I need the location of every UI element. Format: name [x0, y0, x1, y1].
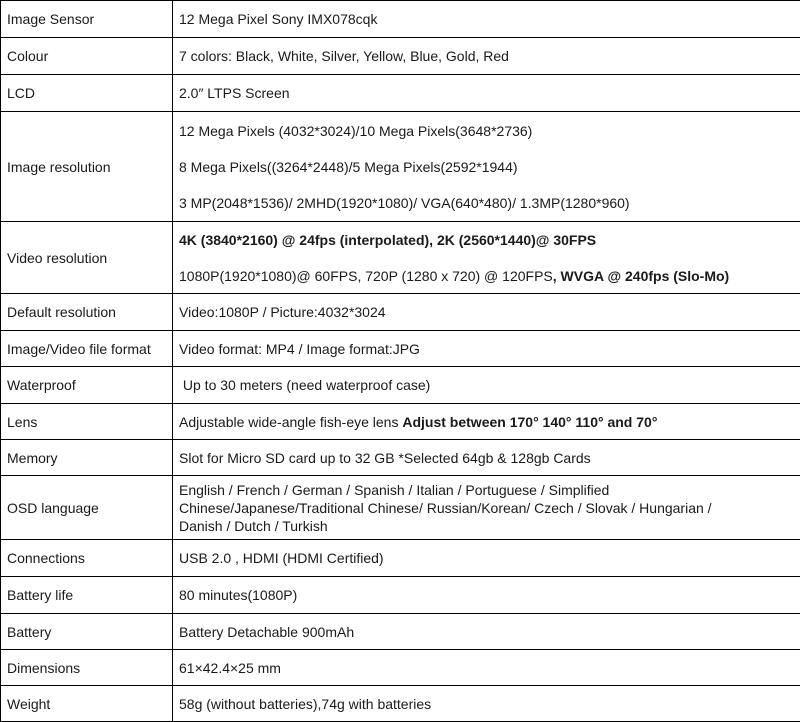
table-row [1, 577, 800, 614]
table-row [1, 476, 800, 540]
spec-value: 61×42.4×25 mm [173, 650, 800, 686]
table-row [1, 540, 800, 577]
spec-value-line: English / French / German / Spanish / Italian / Portuguese / Simplified [179, 481, 796, 499]
spec-label: Waterproof [1, 367, 173, 404]
table-row [1, 614, 800, 650]
spec-label: OSD language [1, 476, 173, 540]
spec-label: Battery life [1, 577, 173, 614]
spec-label: Dimensions [1, 650, 173, 686]
spec-label: LCD [1, 75, 173, 112]
spec-value: Video format: MP4 / Image format:JPG [173, 331, 800, 367]
spec-label: Battery [1, 614, 173, 650]
spec-value-text: Adjustable wide-angle fish-eye lens [179, 414, 402, 430]
table-row [1, 367, 800, 404]
table-row [1, 440, 800, 476]
spec-label: Connections [1, 540, 173, 577]
spec-value-line: Danish / Dutch / Turkish [179, 517, 796, 535]
spec-label: Colour [1, 38, 173, 75]
spec-value: 58g (without batteries),74g with batteries [173, 686, 800, 722]
spec-value: Video:1080P / Picture:4032*3024 [173, 294, 800, 331]
spec-value-line [179, 267, 796, 285]
spec-label: Image resolution [1, 112, 173, 222]
spec-value [173, 112, 800, 222]
spec-value-bold: , WVGA @ 240fps (Slo-Mo) [553, 268, 729, 284]
spec-value-line: 3 MP(2048*1536)/ 2MHD(1920*1080)/ VGA(640*480)/ 1.3MP(1280*960) [179, 194, 796, 212]
table-row [1, 404, 800, 440]
table-row [1, 38, 800, 75]
spec-value: 7 colors: Black, White, Silver, Yellow, Blue, Gold, Red [173, 38, 800, 75]
spec-label: Weight [1, 686, 173, 722]
spec-label: Image Sensor [1, 1, 173, 38]
spec-value-line: 12 Mega Pixels (4032*3024)/10 Mega Pixels(3648*2736) [179, 122, 796, 140]
table-row [1, 686, 800, 722]
spec-value-line: Chinese/Japanese/Traditional Chinese/ Russian/Korean/ Czech / Slovak / Hungarian / [179, 499, 796, 517]
spec-value: 80 minutes(1080P) [173, 577, 800, 614]
spec-value: 2.0″ LTPS Screen [173, 75, 800, 112]
spec-value: Slot for Micro SD card up to 32 GB *Selected 64gb & 128gb Cards [173, 440, 800, 476]
spec-label: Default resolution [1, 294, 173, 331]
spec-value: 12 Mega Pixel Sony IMX078cqk [173, 1, 800, 38]
spec-value-text: 1080P(1920*1080)@ 60FPS, 720P (1280 x 720) @ 120FPS [179, 268, 553, 284]
table-row [1, 294, 800, 331]
table-row [1, 112, 800, 222]
spec-value-line [179, 231, 796, 249]
table-row [1, 650, 800, 686]
table-row [1, 222, 800, 294]
spec-value: Battery Detachable 900mAh [173, 614, 800, 650]
table-row [1, 331, 800, 367]
spec-value [173, 476, 800, 540]
spec-value-bold: Adjust between 170° 140° 110° and 70° [402, 414, 657, 430]
spec-value-bold: 4K (3840*2160) @ 24fps (interpolated), 2K (2560*1440)@ 30FPS [179, 232, 596, 248]
table-row [1, 1, 800, 38]
spec-label: Video resolution [1, 222, 173, 294]
spec-label: Memory [1, 440, 173, 476]
spec-value-line: 8 Mega Pixels((3264*2448)/5 Mega Pixels(2592*1944) [179, 158, 796, 176]
spec-value [173, 222, 800, 294]
spec-value: Up to 30 meters (need waterproof case) [173, 367, 800, 404]
spec-value: USB 2.0 , HDMI (HDMI Certified) [173, 540, 800, 577]
table-row [1, 75, 800, 112]
spec-label: Image/Video file format [1, 331, 173, 367]
spec-value [173, 404, 800, 440]
spec-label: Lens [1, 404, 173, 440]
